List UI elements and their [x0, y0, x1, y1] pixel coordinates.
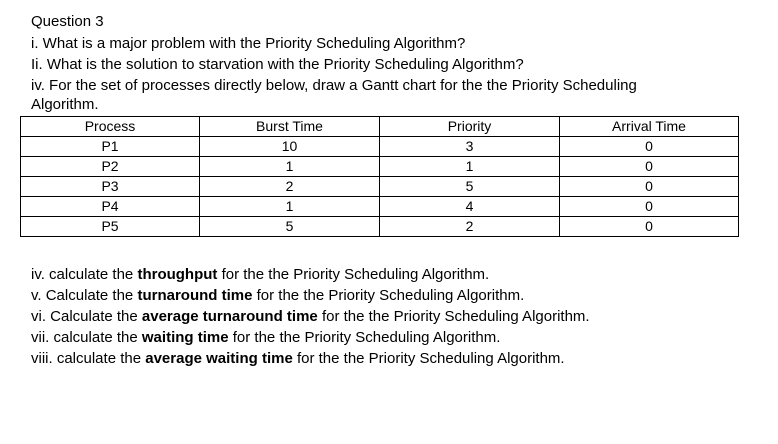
question-iv-line1: iv. For the set of processes directly below, draw a Gantt chart for the the Priority Scheduling: [31, 77, 637, 94]
cell-process: P1: [21, 137, 200, 157]
cell-arrival-time: 0: [560, 157, 739, 177]
question-average-waiting-time: [31, 350, 565, 368]
question-average-turnaround-time: [31, 308, 590, 326]
cell-burst-time: 10: [200, 137, 380, 157]
question-text-pre: iv. calculate the: [31, 266, 138, 283]
question-text-bold: throughput: [137, 266, 218, 283]
question-text-post: for the the Priority Scheduling Algorithm.: [228, 329, 501, 346]
cell-priority: 4: [380, 197, 560, 217]
question-text-bold: waiting time: [141, 329, 229, 346]
question-i: i. What is a major problem with the Priority Scheduling Algorithm?: [31, 35, 466, 52]
header-burst-time: Burst Time: [200, 117, 380, 137]
cell-priority: 2: [380, 217, 560, 237]
question-ii: Ii. What is the solution to starvation with the Priority Scheduling Algorithm?: [31, 56, 524, 73]
question-text-post: for the the Priority Scheduling Algorithm.: [292, 350, 565, 367]
cell-arrival-time: 0: [560, 137, 739, 157]
table-row: [21, 217, 739, 237]
table-row: [21, 177, 739, 197]
cell-priority: 1: [380, 157, 560, 177]
cell-burst-time: 2: [200, 177, 380, 197]
process-table: [20, 116, 739, 237]
cell-burst-time: 1: [200, 197, 380, 217]
cell-process: P2: [21, 157, 200, 177]
cell-process: P3: [21, 177, 200, 197]
question-heading: Question 3: [31, 13, 104, 30]
question-waiting-time: [31, 329, 500, 347]
cell-priority: 5: [380, 177, 560, 197]
question-text-post: for the the Priority Scheduling Algorithm.: [252, 287, 525, 304]
header-priority: Priority: [380, 117, 560, 137]
cell-arrival-time: 0: [560, 217, 739, 237]
cell-arrival-time: 0: [560, 197, 739, 217]
question-iv-line2: Algorithm.: [31, 96, 99, 113]
cell-priority: 3: [380, 137, 560, 157]
question-text-pre: vii. calculate the: [31, 329, 142, 346]
question-text-bold: average turnaround time: [141, 308, 318, 325]
question-text-pre: v. Calculate the: [31, 287, 138, 304]
table-header-row: [21, 117, 739, 137]
question-text-pre: vi. Calculate the: [31, 308, 142, 325]
header-process: Process: [21, 117, 200, 137]
question-text-post: for the the Priority Scheduling Algorithm.: [317, 308, 590, 325]
question-throughput: [31, 266, 489, 284]
table-row: [21, 197, 739, 217]
table-row: [21, 157, 739, 177]
question-text-bold: turnaround time: [137, 287, 253, 304]
question-text-pre: viii. calculate the: [31, 350, 146, 367]
cell-burst-time: 1: [200, 157, 380, 177]
cell-process: P4: [21, 197, 200, 217]
cell-process: P5: [21, 217, 200, 237]
cell-burst-time: 5: [200, 217, 380, 237]
cell-arrival-time: 0: [560, 177, 739, 197]
question-turnaround-time: [31, 287, 524, 305]
table-row: [21, 137, 739, 157]
header-arrival-time: Arrival Time: [560, 117, 739, 137]
question-text-bold: average waiting time: [145, 350, 293, 367]
question-text-post: for the the Priority Scheduling Algorithm.: [217, 266, 490, 283]
